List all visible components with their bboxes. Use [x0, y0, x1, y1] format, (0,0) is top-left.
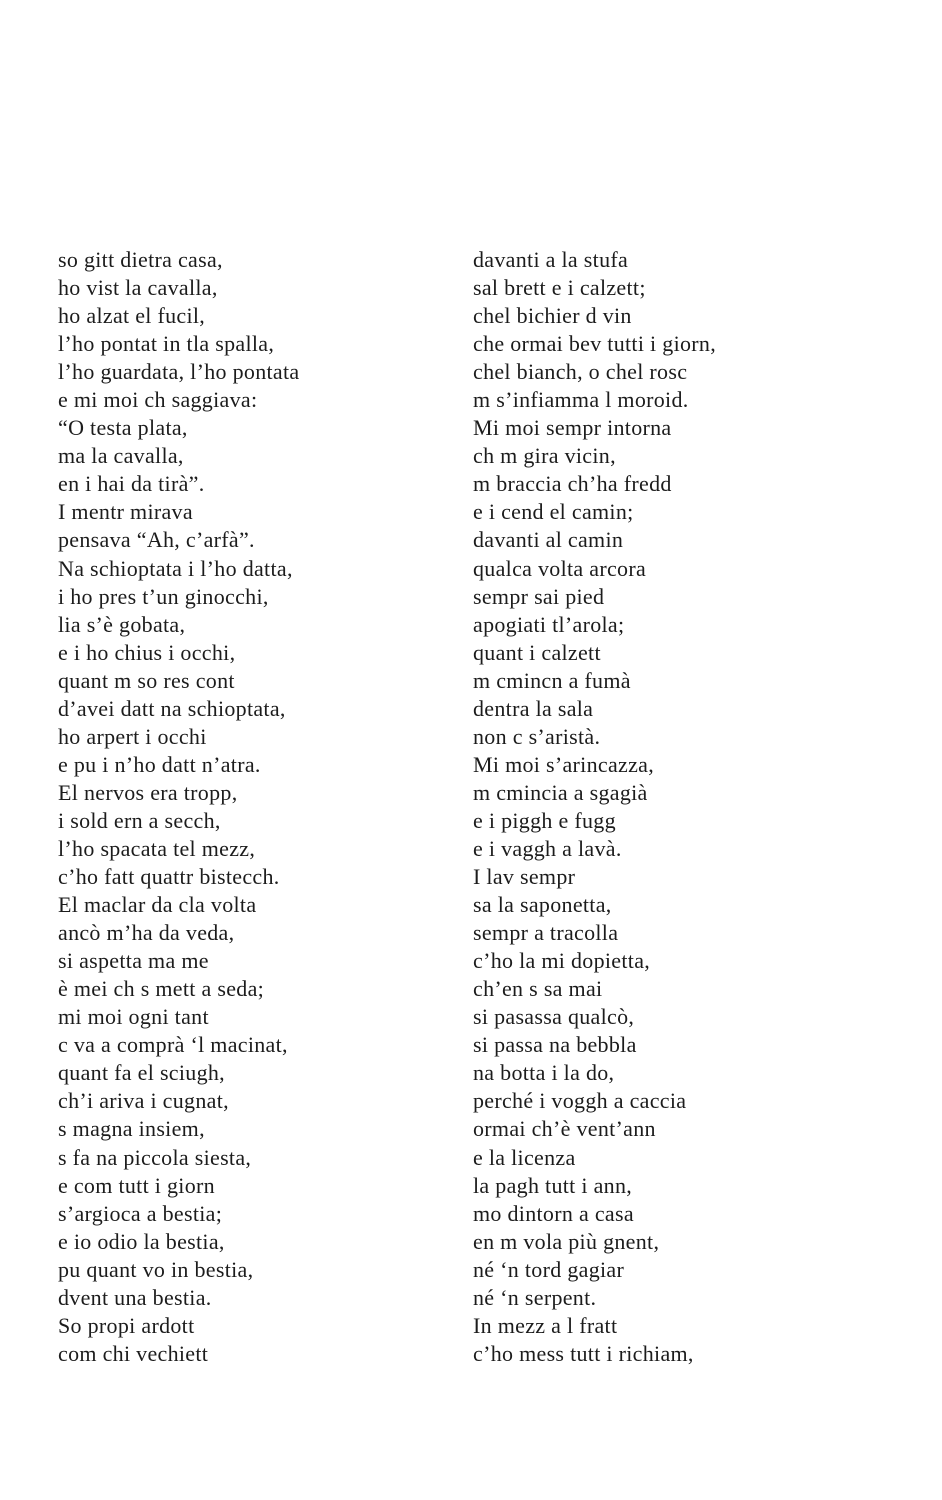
poem-line: ma la cavalla, — [58, 443, 184, 469]
poem-line: né ‘n serpent. — [473, 1284, 597, 1310]
poem-line: quant i calzett — [473, 639, 601, 665]
poem-line: né ‘n tord gagiar — [473, 1256, 625, 1282]
poem-line: s magna insiem, — [58, 1116, 205, 1142]
poem-line: e i piggh e fugg — [473, 807, 616, 833]
poem-line: sa la saponetta, — [473, 892, 612, 918]
poem-line: ch’i ariva i cugnat, — [58, 1088, 229, 1114]
poem-line: e io odio la bestia, — [58, 1228, 225, 1254]
poem-line: l’ho spacata tel mezz, — [58, 835, 256, 861]
poem-line: ho vist la cavalla, — [58, 275, 218, 301]
poem-line: d’avei datt na schioptata, — [58, 695, 286, 721]
poem-line: chel bianch, o chel rosc — [473, 359, 688, 385]
poem-line: l’ho guardata, l’ho pontata — [58, 359, 300, 385]
poem-line: So propi ardott — [58, 1312, 195, 1338]
poem-line: apogiati tl’arola; — [473, 611, 625, 637]
poem-line: s fa na piccola siesta, — [58, 1144, 252, 1170]
poem-line: El nervos era tropp, — [58, 779, 238, 805]
poem-line: e pu i n’ho datt n’atra. — [58, 751, 261, 777]
poem-line: en m vola più gnent, — [473, 1228, 660, 1254]
poem-line: che ormai bev tutti i giorn, — [473, 331, 717, 357]
poem-line: m cmincn a fumà — [473, 667, 631, 693]
poem-line: ormai ch’è vent’ann — [473, 1116, 656, 1142]
poem-line: i ho pres t’un ginocchi, — [58, 583, 269, 609]
poem-line: lia s’è gobata, — [58, 611, 186, 637]
poem-line: Mi moi s’arincazza, — [473, 751, 655, 777]
poem-line: I lav sempr — [473, 864, 576, 890]
poem-line: è mei ch s mett a seda; — [58, 976, 265, 1002]
poem-line: en i hai da tirà”. — [58, 471, 205, 497]
poem-line: mo dintorn a casa — [473, 1200, 634, 1226]
poem-line: In mezz a l fratt — [473, 1312, 618, 1338]
poem-line: e i cend el camin; — [473, 499, 634, 525]
poem-line: sempr a tracolla — [473, 920, 619, 946]
poem-line: Mi moi sempr intorna — [473, 415, 672, 441]
poem-line: la pagh tutt i ann, — [473, 1172, 633, 1198]
poem-line: ancò m’ha da veda, — [58, 920, 235, 946]
poem-column-right — [473, 246, 716, 1368]
poem-line: s’argioca a bestia; — [58, 1200, 223, 1226]
poem-line: ch m gira vicin, — [473, 443, 616, 469]
poem-line: pu quant vo in bestia, — [58, 1256, 254, 1282]
poem-line: si aspetta ma me — [58, 948, 209, 974]
poem-line: i sold ern a secch, — [58, 807, 221, 833]
poem-line: “O testa plata, — [58, 415, 188, 441]
poem-line: c’ho fatt quattr bistecch. — [58, 864, 280, 890]
poem-line: quant m so res cont — [58, 667, 235, 693]
poem-line: ho arpert i occhi — [58, 723, 207, 749]
poem-line: c va a comprà ‘l macinat, — [58, 1032, 288, 1058]
poem-line: m braccia ch’ha fredd — [473, 471, 672, 497]
poem-line: e la licenza — [473, 1144, 576, 1170]
poem-line: sal brett e i calzett; — [473, 275, 646, 301]
poem-line: sempr sai pied — [473, 583, 605, 609]
poem-line: na botta i la do, — [473, 1060, 615, 1086]
poem-line: e i ho chius i occhi, — [58, 639, 236, 665]
poem-line: davanti al camin — [473, 527, 624, 553]
poem-line: pensava “Ah, c’arfà”. — [58, 527, 255, 553]
poem-line: chel bichier d vin — [473, 303, 632, 329]
poem-line: m cmincia a sgagià — [473, 779, 648, 805]
poem-line: Na schioptata i l’ho datta, — [58, 555, 293, 581]
poem-line: si pasassa qualcò, — [473, 1004, 635, 1030]
poem-line: quant fa el sciugh, — [58, 1060, 225, 1086]
poem-line: e mi moi ch saggiava: — [58, 387, 258, 413]
poem-line: dvent una bestia. — [58, 1284, 212, 1310]
poem-line: l’ho pontat in tla spalla, — [58, 331, 275, 357]
poem-line: c’ho mess tutt i richiam, — [473, 1340, 694, 1366]
poem-line: non c s’aristà. — [473, 723, 601, 749]
poem-column-left — [58, 246, 299, 1368]
poem-line: ho alzat el fucil, — [58, 303, 206, 329]
poem-line: so gitt dietra casa, — [58, 247, 223, 272]
poem-line: mi moi ogni tant — [58, 1004, 209, 1030]
poem-line: m s’infiamma l moroid. — [473, 387, 689, 413]
poem-line: si passa na bebbla — [473, 1032, 637, 1058]
poem-line: e i vaggh a lavà. — [473, 835, 622, 861]
poem-line: com chi vechiett — [58, 1340, 209, 1366]
poem-line: ch’en s sa mai — [473, 976, 603, 1002]
poem-line: El maclar da cla volta — [58, 892, 257, 918]
poem-line: c’ho la mi dopietta, — [473, 948, 651, 974]
poem-line: I mentr mirava — [58, 499, 193, 525]
poem-line: perché i voggh a caccia — [473, 1088, 687, 1114]
poem-line: e com tutt i giorn — [58, 1172, 215, 1198]
poem-line: davanti a la stufa — [473, 247, 629, 272]
poem-line: qualca volta arcora — [473, 555, 647, 581]
poem-line: dentra la sala — [473, 695, 594, 721]
